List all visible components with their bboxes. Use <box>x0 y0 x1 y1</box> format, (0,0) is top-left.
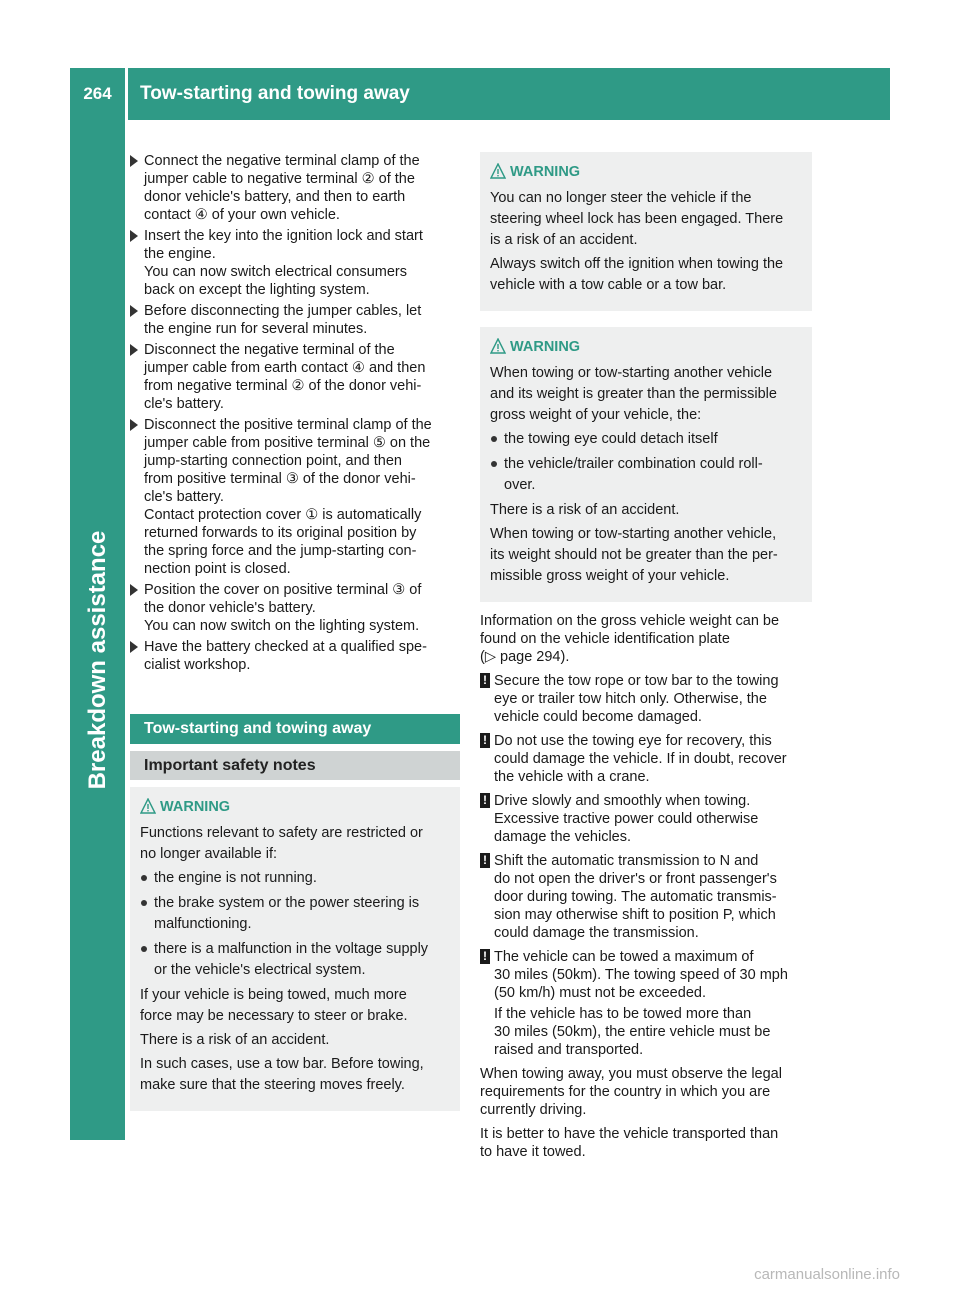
text-line: In such cases, use a tow bar. Before towing, <box>140 1056 424 1072</box>
text-line: the engine run for several minutes. <box>144 321 368 337</box>
text-line: from negative terminal ② of the donor vehi- <box>144 378 422 394</box>
text-line: cle's battery. <box>144 489 224 505</box>
page-title: Tow-starting and towing away <box>140 83 410 104</box>
warning-paragraph <box>490 254 802 296</box>
text-line: Information on the gross vehicle weight can be <box>480 613 780 629</box>
bullet-item <box>490 429 802 450</box>
text-line: It is better to have the vehicle transported than <box>480 1126 779 1142</box>
exclamation-icon: ! <box>480 949 490 964</box>
text-line: jumper cable from positive terminal ⑤ on the <box>144 435 431 451</box>
warning-paragraph <box>490 500 802 521</box>
text-line: Excessive tractive power could otherwise <box>494 811 759 827</box>
text-line: If your vehicle is being towed, much more <box>140 987 407 1003</box>
note-paragraph <box>494 792 812 846</box>
bullet-item <box>490 454 802 496</box>
text-line: Contact protection cover ① is automatically <box>144 507 422 523</box>
text-line: from positive terminal ③ of the donor vehi- <box>144 471 416 487</box>
watermark-text: carmanualsonline.info <box>754 1266 900 1283</box>
caution-note <box>480 672 812 726</box>
bullet-item <box>140 939 450 981</box>
text-line: the brake system or the power steering is <box>154 895 420 911</box>
text-line: jump-starting connection point, and then <box>144 453 402 469</box>
text-line: do not open the driver's or front passenger's <box>494 871 777 887</box>
header-separator <box>125 68 128 120</box>
text-line: nection point is closed. <box>144 561 291 577</box>
sidebar-label: Breakdown assistance <box>84 530 111 790</box>
text-line: currently driving. <box>480 1102 587 1118</box>
text-line: You can now switch electrical consumers <box>144 264 408 280</box>
bullet-dot-icon <box>141 946 147 952</box>
text-line: When towing or tow-starting another vehicle, <box>490 526 777 542</box>
text-line: 30 miles (50km). The towing speed of 30 mph <box>494 967 788 983</box>
text-line: raised and transported. <box>494 1042 644 1058</box>
text-line: Connect the negative terminal clamp of the <box>144 153 420 169</box>
text-line: no longer available if: <box>140 846 278 862</box>
text-line: jumper cable from earth contact ④ and then <box>144 360 426 376</box>
text-line: vehicle could become damaged. <box>494 709 702 725</box>
page-number: 264 <box>83 84 112 103</box>
text-line: Always switch off the ignition when towing the <box>490 256 784 272</box>
subsection-heading: Important safety notes <box>130 751 460 780</box>
caution-note <box>480 792 812 846</box>
exclamation-icon: ! <box>480 733 490 748</box>
warning-body <box>490 363 802 587</box>
text-line: When towing away, you must observe the legal <box>480 1066 782 1082</box>
text-line: could damage the vehicle. If in doubt, recover <box>494 751 787 767</box>
text-line: Before disconnecting the jumper cables, let <box>144 303 422 319</box>
warning-triangle-icon <box>490 338 506 354</box>
text-line: steering wheel lock has been engaged. There <box>490 211 784 227</box>
text-line: (50 km/h) must not be exceeded. <box>494 985 706 1001</box>
warning-title: WARNING <box>510 162 802 183</box>
text-line: 30 miles (50km), the entire vehicle must be <box>494 1024 771 1040</box>
text-line: The vehicle can be towed a maximum of <box>494 949 754 965</box>
bullet-dot-icon <box>491 461 497 467</box>
note-paragraph <box>494 672 812 726</box>
text-line: donor vehicle's battery, and then to earth <box>144 189 406 205</box>
text-line: Shift the automatic transmission to N and <box>494 853 759 869</box>
text-line: damage the vehicles. <box>494 829 632 845</box>
caution-note <box>480 948 812 1059</box>
text-line: the vehicle/trailer combination could roll- <box>504 456 763 472</box>
text-line: There is a risk of an accident. <box>490 502 680 518</box>
text-line: found on the vehicle identification plate <box>480 631 730 647</box>
text-line: the engine is not running. <box>154 870 317 886</box>
section-heading: Tow-starting and towing away <box>130 714 460 744</box>
text-line: Disconnect the positive terminal clamp of the <box>144 417 432 433</box>
text-line: Have the battery checked at a qualified spe- <box>144 639 427 655</box>
bullet-dot-icon <box>141 900 147 906</box>
text-line: make sure that the steering moves freely. <box>140 1077 405 1093</box>
text-line: jumper cable to negative terminal ② of the <box>144 171 415 187</box>
text-line: Do not use the towing eye for recovery, this <box>494 733 772 749</box>
bullet-dot-icon <box>491 436 497 442</box>
text-line: There is a risk of an accident. <box>140 1032 330 1048</box>
exclamation-icon: ! <box>480 853 490 868</box>
steps-list <box>130 152 460 674</box>
text-line: You can no longer steer the vehicle if the <box>490 190 752 206</box>
text-line: eye or trailer tow hitch only. Otherwise, the <box>494 691 767 707</box>
warning-triangle-icon <box>140 798 156 814</box>
warning-body <box>140 823 450 1096</box>
instruction-step <box>130 227 460 299</box>
note-paragraph <box>494 1005 812 1059</box>
text-line: to have it towed. <box>480 1144 586 1160</box>
warning-body <box>490 188 802 296</box>
note-paragraph <box>494 732 812 786</box>
step-arrow-icon <box>130 584 138 596</box>
warning-paragraph <box>490 363 802 426</box>
step-arrow-icon <box>130 230 138 242</box>
instruction-step <box>130 152 460 224</box>
text-line: requirements for the country in which you are <box>480 1084 771 1100</box>
warning-box-weight <box>480 327 812 602</box>
text-line: over. <box>504 477 536 493</box>
text-line: returned forwards to its original position by <box>144 525 417 541</box>
warning-title: WARNING <box>510 337 802 358</box>
warning-paragraph <box>490 188 802 251</box>
left-column <box>130 152 460 1111</box>
text-line: there is a malfunction in the voltage supply <box>154 941 429 957</box>
text-line: its weight should not be greater than the per- <box>490 547 778 563</box>
warning-paragraph <box>140 985 450 1027</box>
note-paragraph <box>494 948 812 1002</box>
text-line: is a risk of an accident. <box>490 232 638 248</box>
bullet-item <box>140 868 450 889</box>
text-line: the towing eye could detach itself <box>504 431 718 447</box>
exclamation-icon: ! <box>480 793 490 808</box>
warning-paragraph <box>140 823 450 865</box>
text-line: or the vehicle's electrical system. <box>154 962 366 978</box>
text-line: the engine. <box>144 246 216 262</box>
step-arrow-icon <box>130 419 138 431</box>
instruction-step <box>130 341 460 413</box>
exclamation-icon: ! <box>480 673 490 688</box>
instruction-step <box>130 638 460 674</box>
text-line: could damage the transmission. <box>494 925 699 941</box>
text-line: Secure the tow rope or tow bar to the towing <box>494 673 779 689</box>
warning-title: WARNING <box>160 797 450 818</box>
step-arrow-icon <box>130 641 138 653</box>
text-line: Insert the key into the ignition lock and start <box>144 228 423 244</box>
text-line: Disconnect the negative terminal of the <box>144 342 395 358</box>
text-line: Position the cover on positive terminal ③ of <box>144 582 422 598</box>
text-line: If the vehicle has to be towed more than <box>494 1006 752 1022</box>
closing-paragraphs <box>480 1065 812 1161</box>
warning-triangle-icon <box>490 163 506 179</box>
instruction-step <box>130 302 460 338</box>
text-line: cialist workshop. <box>144 657 251 673</box>
instruction-step <box>130 416 460 578</box>
text-line: the vehicle with a crane. <box>494 769 650 785</box>
warning-box-steering <box>480 152 812 311</box>
text-line: missible gross weight of your vehicle. <box>490 568 730 584</box>
text-line: contact ④ of your own vehicle. <box>144 207 340 223</box>
text-line: and its weight is greater than the permissible <box>490 386 777 402</box>
note-paragraph <box>494 852 812 942</box>
text-line: force may be necessary to steer or brake. <box>140 1008 408 1024</box>
step-arrow-icon <box>130 305 138 317</box>
info-paragraph <box>480 612 812 666</box>
warning-paragraph <box>140 1054 450 1096</box>
bullet-dot-icon <box>141 875 147 881</box>
warning-paragraph <box>490 524 802 587</box>
bullet-item <box>140 893 450 935</box>
warning-box <box>130 787 460 1111</box>
notes-list <box>480 672 812 1059</box>
text-line: Functions relevant to safety are restricted or <box>140 825 423 841</box>
step-arrow-icon <box>130 155 138 167</box>
body-paragraph <box>480 1125 812 1161</box>
text-line: the donor vehicle's battery. <box>144 600 316 616</box>
instruction-step <box>130 581 460 635</box>
body-paragraph <box>480 1065 812 1119</box>
text-line: (▷ page 294). <box>480 649 570 665</box>
text-line: Drive slowly and smoothly when towing. <box>494 793 751 809</box>
text-line: door during towing. The automatic transmis- <box>494 889 777 905</box>
text-line: You can now switch on the lighting system. <box>144 618 420 634</box>
caution-note <box>480 852 812 942</box>
text-line: vehicle with a tow cable or a tow bar. <box>490 277 727 293</box>
caution-note <box>480 732 812 786</box>
text-line: When towing or tow-starting another vehicle <box>490 365 773 381</box>
text-line: the spring force and the jump-starting con- <box>144 543 417 559</box>
text-line: sion may otherwise shift to position P, which <box>494 907 776 923</box>
text-line: malfunctioning. <box>154 916 252 932</box>
step-arrow-icon <box>130 344 138 356</box>
warning-paragraph <box>140 1030 450 1051</box>
text-line: back on except the lighting system. <box>144 282 370 298</box>
text-line: gross weight of your vehicle, the: <box>490 407 702 423</box>
text-line: cle's battery. <box>144 396 224 412</box>
right-column <box>480 152 812 1161</box>
